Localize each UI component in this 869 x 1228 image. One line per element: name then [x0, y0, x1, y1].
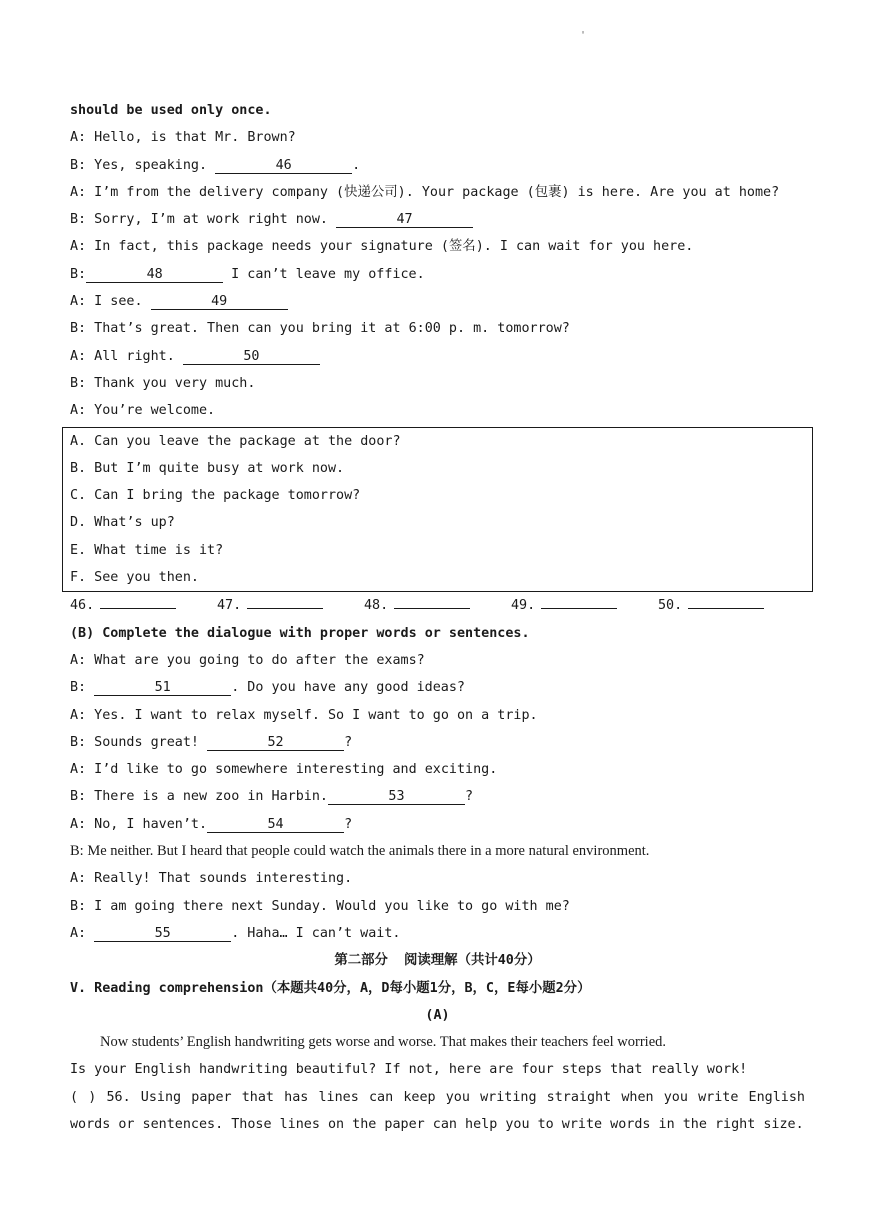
- passage-intro-1: Now students’ English handwriting gets worse and worse. That makes their teachers feel worried.: [100, 1034, 667, 1051]
- answer-number: 48.: [364, 598, 389, 614]
- answer-blank[interactable]: 48: [86, 267, 223, 283]
- answer-blank[interactable]: 50: [183, 349, 320, 365]
- dialogue-text: A: You’re welcome.: [70, 403, 216, 419]
- answer-slot: [511, 592, 658, 619]
- answer-slot: [70, 592, 217, 619]
- answer-blank[interactable]: 51: [94, 680, 231, 696]
- dialogue-text: ?: [464, 789, 474, 805]
- option-item: B. But I’m quite busy at work now.: [70, 460, 345, 476]
- answer-blank[interactable]: 55: [94, 926, 231, 942]
- page-content: [70, 97, 805, 1138]
- dialogue-text: A: No, I haven’t.: [70, 816, 208, 832]
- dialogue-text: A: I’m from the delivery company (快递公司). Your package (包裹) is here. Are you at home?: [70, 184, 780, 200]
- dialogue-text: . Do you have any good ideas?: [231, 680, 465, 696]
- dialogue-text: B: I am going there next Sunday. Would you like to go with me?: [70, 898, 570, 914]
- answer-blank[interactable]: [688, 593, 764, 609]
- dialogue-text: A: Yes. I want to relax myself. So I want to go on a trip.: [70, 707, 538, 723]
- dialogue-text: ?: [344, 816, 353, 832]
- dialogue-text: B: Thank you very much.: [70, 375, 256, 391]
- dialogue-line: [70, 370, 805, 397]
- dialogue-text: B: Sorry, I’m at work right now.: [70, 212, 337, 228]
- dialogue-line: [70, 893, 805, 920]
- dialogue-line: [70, 233, 805, 260]
- option-item: C. Can I bring the package tomorrow?: [70, 488, 361, 504]
- dialogue-text: .: [352, 157, 361, 173]
- dialogue-text: . Haha… I can’t wait.: [231, 925, 401, 941]
- dialogue-line: [70, 756, 805, 783]
- dialogue-text: A: What are you going to do after the exams?: [70, 652, 425, 668]
- answer-blank[interactable]: [100, 593, 176, 609]
- dialogue-line: [70, 674, 805, 701]
- option-item: F. See you then.: [70, 570, 199, 586]
- option-item: A. Can you leave the package at the door?: [70, 433, 401, 449]
- dialogue-text: B:: [70, 266, 87, 282]
- dialogue-line: [70, 206, 805, 233]
- dialogue-text: B: Yes, speaking.: [70, 157, 216, 173]
- dialogue-line: [70, 647, 805, 674]
- answer-blank[interactable]: 53: [328, 789, 465, 805]
- answer-blank[interactable]: 52: [207, 735, 344, 751]
- section-b-title: (B) Complete the dialogue with proper words or sentences.: [70, 625, 530, 641]
- passage-label: (A): [425, 1007, 450, 1023]
- dialogue-text: I can’t leave my office.: [223, 266, 425, 282]
- dialogue-text: A: In fact, this package needs your signature (签名). I can wait for you here.: [70, 239, 694, 255]
- dialogue-text: A:: [70, 925, 95, 941]
- passage-intro-2: Is your English handwriting beautiful? If not, here are four steps that really work!: [70, 1062, 748, 1078]
- instruction-text: should be used only once.: [70, 103, 272, 118]
- answer-number: 50.: [658, 598, 683, 614]
- dialogue-line: [70, 729, 805, 756]
- dialogue-text: A: I see.: [70, 294, 151, 310]
- answer-blank[interactable]: 54: [207, 817, 344, 833]
- dialogue-text: A: Really! That sounds interesting.: [70, 871, 353, 887]
- option-item: E. What time is it?: [70, 542, 224, 558]
- dialogue-text: A: I’d like to go somewhere interesting and exciting.: [70, 762, 498, 778]
- dialogue-b: [70, 647, 805, 838]
- answer-blank[interactable]: [247, 593, 323, 609]
- answer-slot: [658, 592, 805, 619]
- answer-slot: [364, 592, 511, 619]
- part-two-title: 第二部分 阅读理解（共计40分）: [334, 953, 541, 969]
- dialogue-text: B: Sounds great!: [70, 734, 208, 750]
- answer-number: 47.: [217, 598, 242, 614]
- dialogue-line: [70, 865, 805, 892]
- header-mark: ': [580, 30, 587, 41]
- dialogue-line: [70, 783, 805, 810]
- answer-number: 49.: [511, 598, 536, 614]
- dialogue-line: [70, 315, 805, 342]
- dialogue-text: ?: [344, 734, 353, 750]
- dialogue-line: [70, 920, 805, 947]
- dialogue-line: [70, 811, 805, 838]
- dialogue-line: [70, 261, 805, 288]
- dialogue-line: [70, 288, 805, 315]
- dialogue-line: [70, 152, 805, 179]
- dialogue-text: A: Hello, is that Mr. Brown?: [70, 130, 296, 146]
- dialogue-line: [70, 343, 805, 370]
- dialogue-line: [70, 397, 805, 424]
- dialogue-line: [70, 702, 805, 729]
- dialogue-text: B: That’s great. Then can you bring it at 6:00 p. m. tomorrow?: [70, 321, 570, 337]
- dialogue-text: B: There is a new zoo in Harbin.: [70, 789, 328, 805]
- reading-heading: V. Reading comprehension（本题共40分，A，D每小题1分，B，C，E每小题2分）: [70, 980, 591, 996]
- options-box: [62, 427, 813, 593]
- dialogue-line: [70, 179, 805, 206]
- dialogue-text: B:: [70, 680, 95, 696]
- dialogue-text: A: All right.: [70, 348, 183, 364]
- option-item: D. What’s up?: [70, 515, 175, 531]
- answer-blank[interactable]: 47: [336, 212, 473, 228]
- answer-blank[interactable]: 49: [151, 294, 288, 310]
- dialogue-line: B: Me neither. But I heard that people could watch the animals there in a more natural environment.: [70, 843, 650, 860]
- answer-blank[interactable]: [394, 593, 470, 609]
- dialogue-a: [70, 124, 805, 424]
- question-56: ( ) 56. Using paper that has lines can keep you writing straight when you write English words or sentences. Those lines on the paper can help you to write words in the right size.: [70, 1089, 805, 1132]
- dialogue-line: [70, 124, 805, 151]
- answer-blank[interactable]: [541, 593, 617, 609]
- answer-number: 46.: [70, 598, 95, 614]
- dialogue-b-continued: [70, 865, 805, 947]
- answer-row: [70, 592, 805, 619]
- answer-blank[interactable]: 46: [215, 158, 352, 174]
- answer-slot: [217, 592, 364, 619]
